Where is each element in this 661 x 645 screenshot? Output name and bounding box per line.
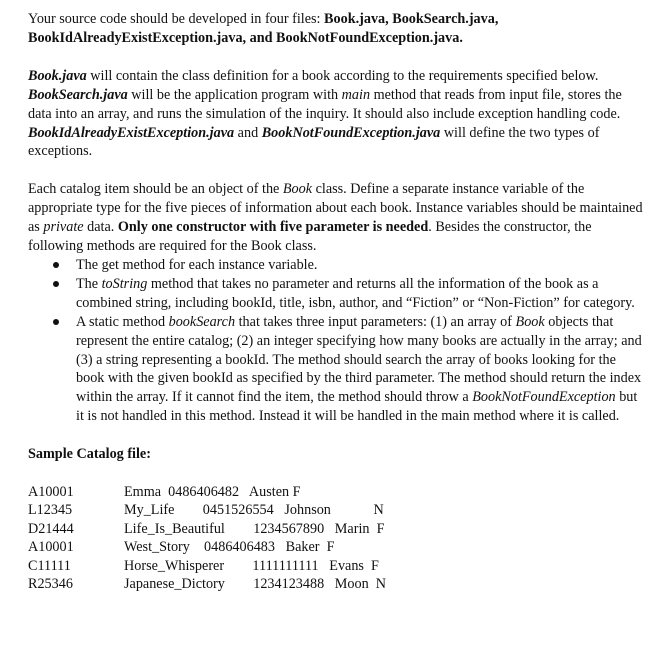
book-class-name: Book <box>515 313 545 330</box>
catalog-heading <box>28 445 647 464</box>
intro-file-list: Book.java, BookSearch.java, BookIdAlreadyExistException.java, and BookNotFoundException.java. <box>28 11 499 46</box>
catalog-book-details: West_Story 0486406483 Baker F <box>124 539 335 556</box>
files-paragraph <box>28 67 647 162</box>
bullet-text: objects that represent the entire catalog; (2) an integer specifying how many books are actually in the array; and (3) a string representing a bookId. The method should search the array of books looking for the book with the given bookId as specified by the third parameter. The method should return the index within the array. If it cannot find the item, the method should throw a <box>76 313 642 406</box>
bullet-text: The <box>76 275 102 292</box>
files-text-2: will be the application program with <box>127 86 342 103</box>
bullet-text: The get method for each instance variable. <box>76 256 318 273</box>
bullet-icon <box>53 319 59 325</box>
files-text-4: and <box>234 124 262 141</box>
bullet-text: but it is not handled in this method. Instead it will be handled in the main method where it is called. <box>76 389 638 425</box>
catalog-book-details: Emma 0486406482 Austen F <box>124 484 301 501</box>
bullet-icon <box>53 262 59 268</box>
catalog-book-id: L12345 <box>28 502 73 519</box>
catalog-book-id: A10001 <box>28 539 74 556</box>
bullet-text: that takes three input parameters: (1) an array of <box>235 313 516 330</box>
catalog-book-id: R25346 <box>28 575 73 592</box>
catalog-listing <box>28 483 647 593</box>
catalog-book-id: A10001 <box>28 484 74 501</box>
main-method-name: main <box>341 86 371 103</box>
catalog-heading-text: Sample Catalog file: <box>28 446 151 463</box>
class-desc-text-4: . Besides the constructor, the following methods are required for the Book class. <box>28 219 592 255</box>
catalog-row <box>28 483 647 501</box>
constructor-requirement: Only one constructor with five parameter is needed <box>117 219 429 236</box>
notfound-exception-java-name: BookNotFoundException.java <box>261 124 441 141</box>
book-class-name: Book <box>282 181 313 198</box>
class-desc-text-2: class. Define a separate instance variable of the appropriate type for the five pieces of information about each book. Instance variables should be maintained as <box>28 181 643 236</box>
method-requirements-list <box>28 256 647 426</box>
catalog-row <box>28 557 647 575</box>
list-item <box>28 275 647 313</box>
class-desc-text-3: data. <box>83 219 118 236</box>
private-keyword: private <box>43 219 84 236</box>
exists-exception-java-name: BookIdAlreadyExistException.java <box>28 124 235 141</box>
catalog-row <box>28 520 647 538</box>
booksearch-method-name: bookSearch <box>168 313 236 330</box>
intro-paragraph <box>28 10 647 48</box>
catalog-row <box>28 538 647 556</box>
files-text-5: will define the two types of exceptions. <box>28 124 600 160</box>
class-description-paragraph <box>28 180 647 256</box>
notfound-exception-name: BookNotFoundException <box>472 389 616 406</box>
catalog-book-details: Japanese_Dictory 1234123488 Moon N <box>124 575 387 592</box>
list-item <box>28 256 647 275</box>
tostring-method-name: toString <box>101 275 148 292</box>
bullet-icon <box>53 281 59 287</box>
book-java-name: Book.java <box>28 67 87 84</box>
catalog-row <box>28 501 647 519</box>
catalog-book-details: My_Life 0451526554 Johnson N <box>124 502 384 519</box>
class-desc-text-1: Each catalog item should be an object of the <box>28 181 283 198</box>
catalog-book-id: C11111 <box>28 557 71 574</box>
list-item <box>28 313 647 426</box>
files-text-3: method that reads from input file, stores the data into an array, and runs the simulation of the inquiry. It should also include exception handling code. <box>28 86 622 122</box>
intro-text: Your source code should be developed in four files: <box>28 11 325 27</box>
catalog-book-details: Horse_Whisperer 1111111111 Evans F <box>124 557 379 574</box>
booksearch-java-name: BookSearch.java <box>28 86 128 103</box>
files-text-1: will contain the class definition for a book according to the requirements specified below. <box>86 67 599 84</box>
bullet-text: method that takes no parameter and returns all the information of the book as a combined string, including bookId, title, isbn, author, and “Fiction” or “Non-Fiction” for category. <box>76 275 635 311</box>
catalog-book-details: Life_Is_Beautiful 1234567890 Marin F <box>124 520 385 537</box>
bullet-text: A static method <box>76 313 169 330</box>
catalog-row <box>28 575 647 593</box>
catalog-book-id: D21444 <box>28 520 74 537</box>
